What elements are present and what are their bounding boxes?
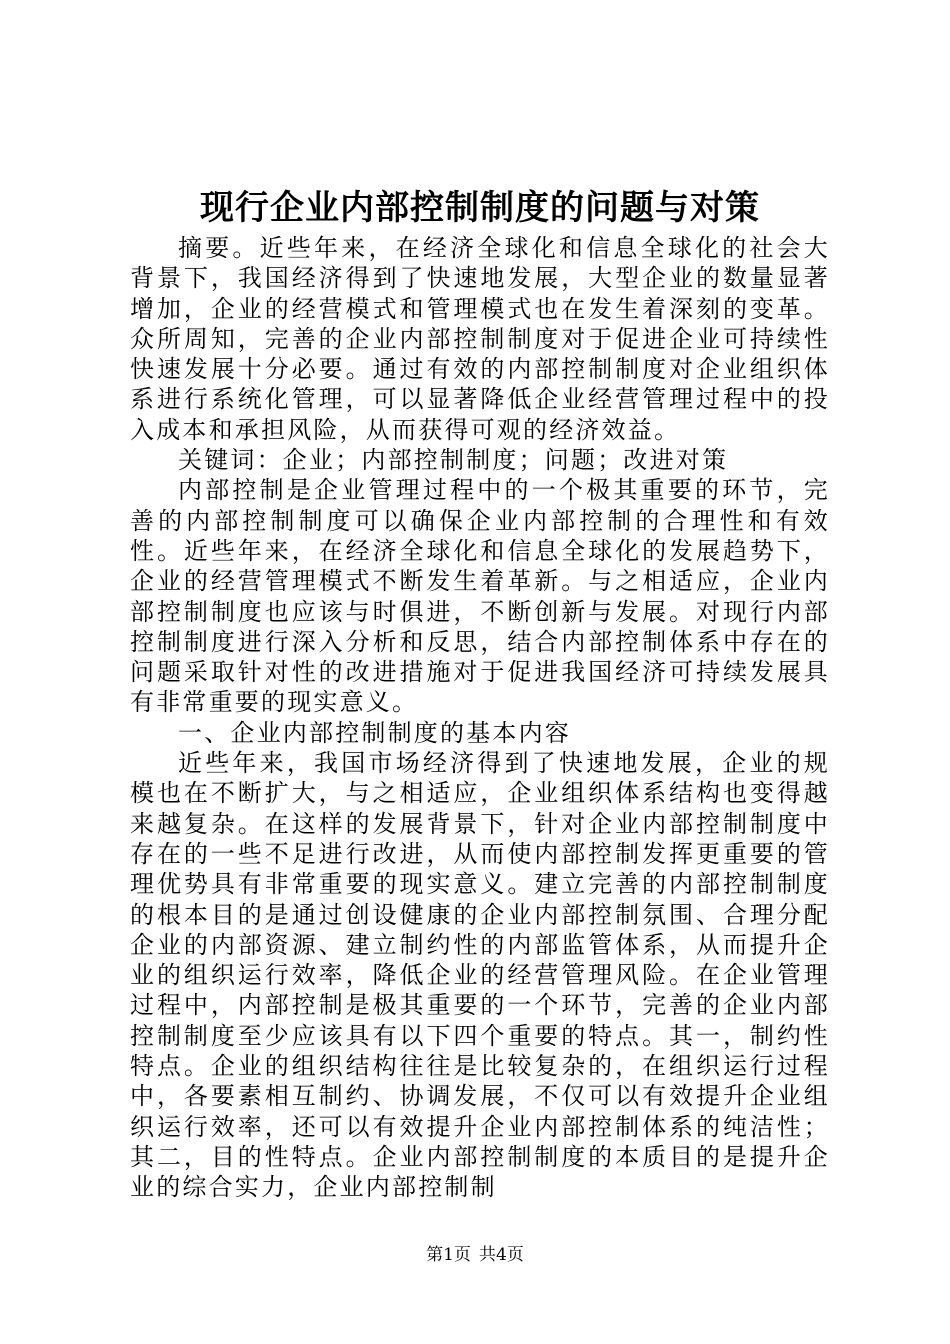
section-heading: 一、企业内部控制制度的基本内容 xyxy=(178,718,571,747)
page-footer xyxy=(0,1243,950,1267)
document-body xyxy=(130,233,830,1203)
intro-paragraph: 内部控制是企业管理过程中的一个极其重要的环节，完善的内部控制制度可以确保企业内部控制的合理性和有效性。近些年来，在经济全球化和信息全球化的发展趋势下，企业的经营管理模式不断发生着革新。与之相适应，企业内部控制制度也应该与时俱进，不断创新与发展。对现行内部控制制度进行深入分析和反思，结合内部控制体系中存在的问题采取针对性的改进措施对于促进我国经济可持续发展具有非常重要的现实意义。 xyxy=(130,476,830,717)
document-title: 现行企业内部控制制度的问题与对策 xyxy=(200,188,760,228)
section-paragraph: 近些年来，我国市场经济得到了快速地发展，企业的规模也在不断扩大，与之相适应，企业组织体系结构也变得越来越复杂。在这样的发展背景下，针对企业内部控制制度中存在的一些不足进行改进，从而使内部控制发挥更重要的管理优势具有非常重要的现实意义。建立完善的内部控制制度的根本目的是通过创设健康的企业内部控制氛围、合理分配企业的内部资源、建立制约性的内部监管体系，从而提升企业的组织运行效率，降低企业的经营管理风险。在企业管理过程中，内部控制是极其重要的一个环节，完善的企业内部控制制度至少应该具有以下四个重要的特点。其一，制约性特点。企业的组织结构往往是比较复杂的，在组织运行过程中，各要素相互制约、协调发展，不仅可以有效提升企业组织运行效率，还可以有效提升企业内部控制体系的纯洁性；其二，目的性特点。企业内部控制制度的本质目的是提升企业的综合实力，企业内部控制制 xyxy=(130,749,830,1202)
page-number: 第1页 xyxy=(426,1245,471,1265)
keywords-paragraph: 关键词：企业；内部控制制度；问题；改进对策 xyxy=(178,446,729,475)
abstract-paragraph: 摘要。近些年来，在经济全球化和信息全球化的社会大背景下，我国经济得到了快速地发展，大型企业的数量显著增加，企业的经营模式和管理模式也在发生着深刻的变革。众所周知，完善的企业内部控制制度对于促进企业可持续性快速发展十分必要。通过有效的内部控制制度对企业组织体系进行系统化管理，可以显著降低企业经营管理过程中的投入成本和承担风险，从而获得可观的经济效益。 xyxy=(130,234,830,444)
page-total: 共4页 xyxy=(479,1245,524,1265)
